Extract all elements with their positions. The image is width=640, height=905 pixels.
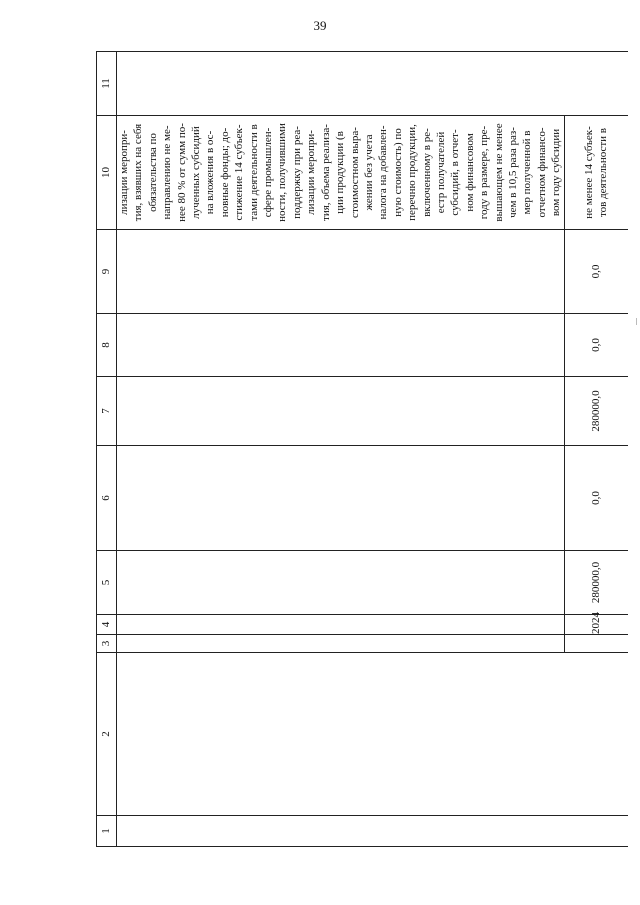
col-header-8: 8 <box>97 314 117 377</box>
text-line: тия, взявших на себя <box>132 123 145 222</box>
text-line: ности, получившими <box>276 123 289 222</box>
text-line: сфере промышлен- <box>262 127 275 218</box>
col-header-3: 3 <box>97 635 117 653</box>
text-line: мер полученной в <box>521 130 534 215</box>
text-line: лизации меропри- <box>305 130 318 215</box>
cell-value-col5: 280000,0 <box>564 551 628 615</box>
col-header-5: 5 <box>97 551 117 615</box>
cell-col1 <box>117 816 629 847</box>
text-line: вышающем не менее <box>492 123 505 222</box>
text-line: тов деятельности в <box>597 127 610 218</box>
cell-col5 <box>117 551 565 615</box>
text-line: чем в 10,5 раза раз- <box>506 127 519 218</box>
cell-year: 2024 <box>564 615 628 635</box>
col-header-9: 9 <box>97 230 117 314</box>
text-line: перечню продукции, <box>406 124 419 221</box>
scan-artifact <box>636 318 637 325</box>
cell-col3 <box>117 635 565 653</box>
col-header-10: 10 <box>97 116 117 230</box>
text-line: лученных субсидий <box>190 126 203 219</box>
cell-value-col8: 0,0 <box>564 314 628 377</box>
text-line: обязательства по <box>146 133 159 212</box>
header-row <box>97 52 117 847</box>
text-line: нее 80 % от сумм по- <box>175 123 188 222</box>
rotated-table-container <box>96 62 610 847</box>
col-header-7: 7 <box>97 377 117 446</box>
text-line: отчетном финансо- <box>535 127 548 218</box>
text-line: не менее 14 субъек- <box>582 126 595 219</box>
cell-col7 <box>117 377 565 446</box>
text-line: поддержку при реа- <box>290 126 303 219</box>
col-header-4: 4 <box>97 615 117 635</box>
col-header-1: 1 <box>97 816 117 847</box>
cell-col10-description-2024 <box>564 116 628 230</box>
text-line: ции продукции (в <box>334 131 347 214</box>
page-number: 39 <box>313 18 327 33</box>
text-line: лизации меропри- <box>118 130 130 215</box>
cell-value-col9: 0,0 <box>564 230 628 314</box>
data-table <box>96 51 628 847</box>
cell-value-col7: 280000,0 <box>564 377 628 446</box>
col-header-11: 11 <box>97 52 117 116</box>
text-line: на вложения в ос- <box>204 130 217 215</box>
cell-col3-2024 <box>564 635 628 653</box>
cell-col11 <box>117 52 629 116</box>
text-line: тия, объема реализа- <box>319 124 332 221</box>
text-line: естр получателей <box>434 131 447 214</box>
cell-col2 <box>117 653 629 816</box>
text-line: ном финансовом <box>463 133 476 212</box>
cell-value-col6: 0,0 <box>564 446 628 551</box>
text-line: жении без учета <box>362 134 375 211</box>
text-line: году в размере, пре- <box>478 125 491 220</box>
text-line: стижение 14 субъек- <box>233 124 246 221</box>
text-line: вом году субсидии <box>550 128 563 217</box>
cell-col8 <box>117 314 565 377</box>
cell-col6 <box>117 446 565 551</box>
text-line: новные фонды; до- <box>218 127 231 218</box>
cell-col9 <box>117 230 565 314</box>
cell-col4 <box>117 615 565 635</box>
text-line: ную стоимость) по <box>391 128 404 217</box>
text-line: субсидий, в отчет- <box>449 129 462 216</box>
text-line: направлению не ме- <box>161 125 174 220</box>
text-line: налога на добавлен- <box>377 125 390 220</box>
col-header-2: 2 <box>97 653 117 816</box>
col-header-6: 6 <box>97 446 117 551</box>
table-row <box>117 52 565 847</box>
text-line: тами деятельности в <box>247 124 260 221</box>
cell-col10-description <box>117 116 565 230</box>
text-line: включенному в ре- <box>420 128 433 217</box>
text-line: стоимостном выра- <box>348 127 361 218</box>
